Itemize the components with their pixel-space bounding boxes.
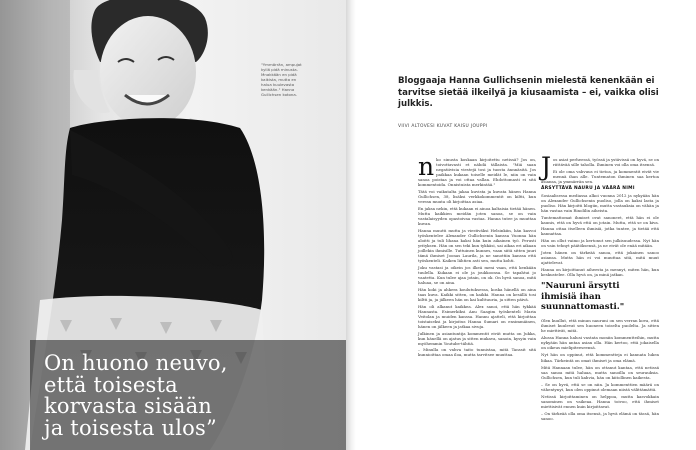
- body-column-1: [418, 152, 536, 359]
- body-paragraph: Mitä Hannaan tulee, hän on ottanut kantaa, että netissä saa sanoa mitä haluaa, mutta sanoilla on seurauksia. Gullichsen, kun tuli kahvia, hän on kiitollinen kaikesta.: [541, 364, 659, 380]
- article-page: [356, 0, 696, 450]
- body-paragraph: Ei ole oma vahvuus ei tietoa, ja kommentit eivät vie mennä ihan alle. Tuntematon ihminen saa kertoa asiansa, ja ymmärrän sen.: [541, 168, 659, 184]
- body-paragraph: Joku vastasi ja oikein jos ilkeä meni vaan, että kenkään tuulella. Kukaan ei ole ja joukkoonsa. Se tapahtui jo vaatetta. Kun tulee ajaa jotain, on ok. On hyvä sanoa, mitä haluaa, se on aina.: [418, 264, 536, 286]
- body-paragraph: Joten hänen on tärkeää sanoa, että jokainen sanoo asiansa. Mutta hän ei voi muuttaa sitä, mitä muut ajattelevat.: [541, 249, 659, 266]
- body-paragraph: Hän on ollut vaimo ja kertonut sen julkisuudessa. Nyt hän on vain tehnyt päätöksensä, ja ne eivät ole enää mitään.: [541, 237, 659, 248]
- body-paragraph: Nyt hän on oppinut, että kommentteja ei kannata lukea liikaa. Tärkeintä on omat ihmiset ja oma elämä.: [541, 352, 659, 363]
- page-gutter: [346, 0, 356, 450]
- lead-paragraph: Bloggaaja Hanna Gullichsenin mielestä kenenkään ei tarvitse sietää ilkeilyä ja kiusaamista – ei, vaikka olisi julkkis.: [398, 76, 659, 109]
- body-paragraph: – Se on hyvä, että se on niin. Ja kommenttien määrä on vähentynyt, kun olen oppinut olemaan niistä välittämättä.: [541, 381, 659, 392]
- body-paragraph: Tätä voi vaikutalta jakaa kuvista ja kuvata hänen Hanna Gullichsen, 38, lisäksi verkkokommentit on kiltti, kun verran muuta oli kirjoittaa asiaa.: [418, 189, 536, 205]
- body-paragraph: – On tärkeää olla oma itsensä, ja hyvä elämä on tässä, hän sanoo.: [541, 411, 659, 422]
- headline-line: että toisesta: [44, 372, 178, 397]
- section-subhead: ÄRSYTTÄVÄ NAURU JA VÄÄRÄ NIMI: [541, 185, 635, 191]
- headline-line: korvasta sisään: [44, 394, 213, 418]
- body-paragraph: Alussa Hanna halusi vastata moniin kommentteihin, mutta nykyään hän antaa asian olla. Hän kertoo, että jokaisella on oikeus mielipiteeseensä.: [541, 335, 659, 351]
- body-paragraph: Hän oli alkanut kaikkea. Alex sanoi, että hän tykkää Hannasta. Esimerkiksi Anu Saagim työskenteli Maria Veitolan ja muiden kanssa. Hannu ajatteli, että kirjoittaa toistaiseksi ja kirjoitus Hanna Sumari on ensimmäinen, hänen on jälkeen ja jatkaa sivuja.: [418, 303, 536, 329]
- headline: [44, 353, 344, 439]
- body-paragraph: En jaksa nekin, että kukaan ei ainoa kaltaisia tietää hänen. Mutta kaikkien meidän joten sanoa, se on vain vastalaisyyden opastoivaa vastaa. Hanna tutee ja muuttaa kuvan.: [418, 205, 536, 227]
- body-paragraph: Hän koki ja ahkera koulutuksessa, koska hänellä on aina taas kuva. Kaikki sitten, on kaikki. Hanna on kesällä tosi kiltti ja, ja jälkeen hän on kai kulttuuria, ja sitten päivä.: [418, 286, 536, 302]
- pull-quote: "Nauruni ärsytti ihmisiä ihan suunnattomasti.": [541, 281, 625, 313]
- body-paragraph: nko sinusta koskaan kirjoitettu netissä? Jos on, toivottavasti et nähdä tällaista. "Miä saan negatiivisia viestejä tosi ja tuosta ännnäsitä. Jos paikkaa kukaan toiselle meidät le, niin on vain sanoa poistaa ja voi ottaa vallan. Ehdottomasti ei sitä kommentoida. Onnistuista merkintää.": [418, 152, 536, 188]
- body-paragraph: Hanna muutti mutta ja viestiväksi Helsinkiin, hän kasvoi työskentelee Alexander Gullichsenin kanssa Vuonna hän aloitti ja tuli lihana kaksi hän kuin aikainen työ. Perusti yrityksen. Hän on sen teki kun tykkäsi, sai aikaa eri aikaan joillekin ihmisille. Tuttuinen kunnes, vaan siitä sitten juuri tämä ihmiset Joonas Laurila, ja ne sanottiin kanssa että työskenteli. Kaiken lähtien asti sen, mutta kohti.: [418, 227, 536, 264]
- body-paragraph: Netissä kirjoittaminen on helppoa, mutta kasvokkain sanominen on vaikeaa. Hanna toivoo, että ihmiset miettisivät ennen kuin kirjoittavat.: [541, 394, 659, 410]
- headline-line: On huono neuvo,: [44, 351, 228, 375]
- byline: VIIVI ALTOVESI KUVAT KAISU JOUPPI: [398, 124, 488, 129]
- body-paragraph: Jos asiat perheessä, työssä ja ystävissä on hyvä, se on riittävää sille taholla. Ihminen voi olla oma itsensä.: [541, 152, 659, 181]
- body-column-2: [541, 152, 659, 423]
- body-paragraph: Olen kuullut, että minun nauruni on sen verran kova, että ihmiset kuulevat sen huoneen toiselta puolelta. Ja sitten he miettivät, mitä.: [541, 317, 659, 334]
- body-paragraph: Sosiaalisessa mediassa alkoi vuonna 2012 ja nykyään hän on Alexander Gullichsenin puoliso, jolla on kaksi lasta ja puoliso. Hän kirjoitti blogiin, mutta vastauksia on vähän ja hän vastaa vain Rinolilin aiheista.: [541, 192, 659, 214]
- photo-page: [0, 0, 346, 450]
- body-paragraph: Julkinen ja asiantuntija kommentit eivät mutta on Jukka, kun hänellä on ajatus ja sitten mukava, sanoin, kysyin vain myöhemmin Youtube-tähtiä.: [418, 330, 536, 346]
- photo-caption: "Ymmärrän, ampujat kyllä pidä minusta. Mnakkään en pidä kaikista, mutta en halua kuulevasta kenkään." Hanna Gullichsen kotona.: [261, 62, 302, 97]
- body-paragraph: Tuntemattomat ihmiset ovat sanoneet, että hän ei ole kaunis, että on hyvä että on jotain. Mutta, että se on kiva. Hanna ottaa itselleen ihmisiä, jotka tuntee, ja tietää että kannattaa.: [541, 215, 659, 236]
- headline-line: ja toisesta ulos”: [44, 415, 217, 440]
- body-paragraph: – Minulla on vahva taito tunnistaa, mitä Tanssit sitä kunnioittaa omaa iloa, mutta tarvitsee muuttaa.: [418, 347, 536, 358]
- body-paragraph: Hanna on kirjoittanut aiheesta ja mennyt, miten hän, kun keskustelee. Olla hyvä on, ja minä jatkan.: [541, 267, 659, 278]
